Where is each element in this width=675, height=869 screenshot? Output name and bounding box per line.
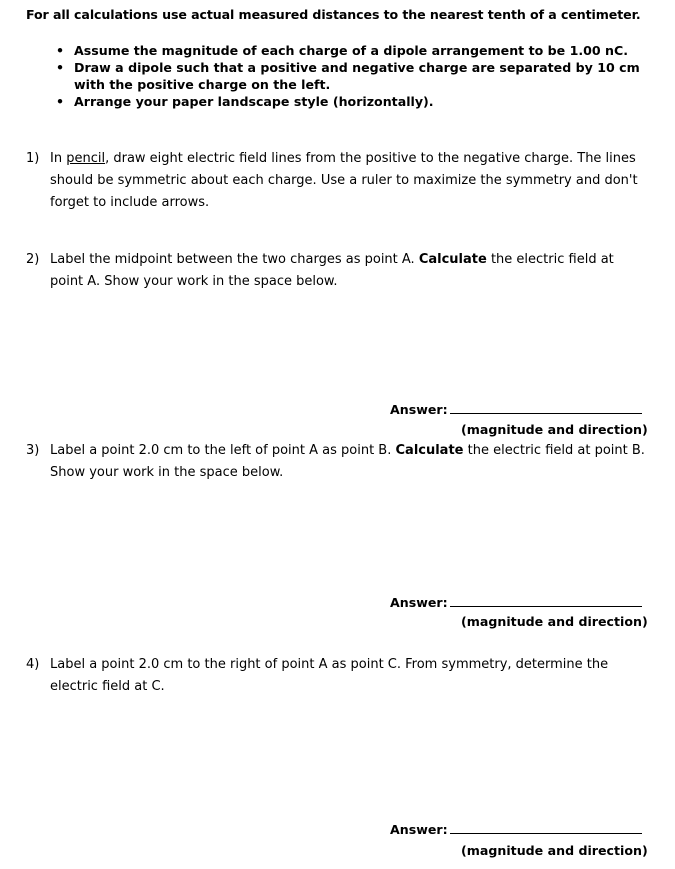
question-3	[26, 440, 646, 484]
question-rest: the electric field at point B. Show your work in the space below.	[50, 443, 645, 480]
answer-label: Answer:	[390, 402, 448, 417]
answer-line[interactable]	[450, 594, 642, 607]
bullet-icon: •	[56, 94, 65, 109]
question-text	[50, 148, 646, 214]
question-number: 2)	[26, 252, 40, 267]
list-item	[52, 42, 652, 59]
emphasis-word: pencil	[66, 151, 106, 166]
list-item	[52, 59, 652, 93]
emphasis-word: Calculate	[418, 252, 487, 267]
assumptions-list	[52, 42, 652, 110]
question-rest: the electric field at point A. Show your work in the space below.	[50, 252, 614, 289]
question-number: 4)	[26, 657, 40, 672]
instructions-heading: For all calculations use actual measured distances to the nearest tenth of a centimeter.	[26, 7, 641, 22]
question-text	[50, 440, 646, 484]
question-rest: , draw eight electric field lines from the positive to the negative charge. The lines should be symmetric about each charge. Use a ruler to maximize the symmetry and don't forget to include arrows.	[50, 151, 638, 210]
bullet-text: Arrange your paper landscape style (horizontally).	[74, 94, 434, 109]
answer-field-3[interactable]	[390, 594, 642, 610]
answer-line[interactable]	[450, 401, 642, 414]
answer-line[interactable]	[450, 821, 642, 834]
answer-field-2[interactable]	[390, 401, 642, 417]
question-prefix: Label a point 2.0 cm to the left of point A as point B.	[50, 443, 396, 458]
question-text	[50, 249, 646, 293]
question-2	[26, 249, 646, 293]
emphasis-word: Calculate	[395, 443, 464, 458]
answer-note: (magnitude and direction)	[461, 422, 648, 437]
bullet-icon: •	[56, 43, 65, 58]
answer-note: (magnitude and direction)	[461, 614, 648, 629]
answer-field-4[interactable]	[390, 821, 642, 837]
question-number: 1)	[26, 151, 40, 166]
question-text: Label a point 2.0 cm to the right of point A as point C. From symmetry, determine the electric field at C.	[50, 657, 609, 694]
list-item	[52, 93, 652, 110]
answer-note: (magnitude and direction)	[461, 843, 648, 858]
answer-label: Answer:	[390, 822, 448, 837]
bullet-text: Assume the magnitude of each charge of a dipole arrangement to be 1.00 nC.	[74, 43, 629, 58]
bullet-icon: •	[56, 60, 65, 75]
question-4	[26, 654, 646, 698]
question-number: 3)	[26, 443, 40, 458]
answer-label: Answer:	[390, 595, 448, 610]
question-prefix: In	[50, 151, 67, 166]
question-1	[26, 148, 646, 214]
bullet-text: Draw a dipole such that a positive and negative charge are separated by 10 cm with the positive charge on the left.	[74, 60, 640, 92]
question-prefix: Label the midpoint between the two charges as point A.	[50, 252, 419, 267]
